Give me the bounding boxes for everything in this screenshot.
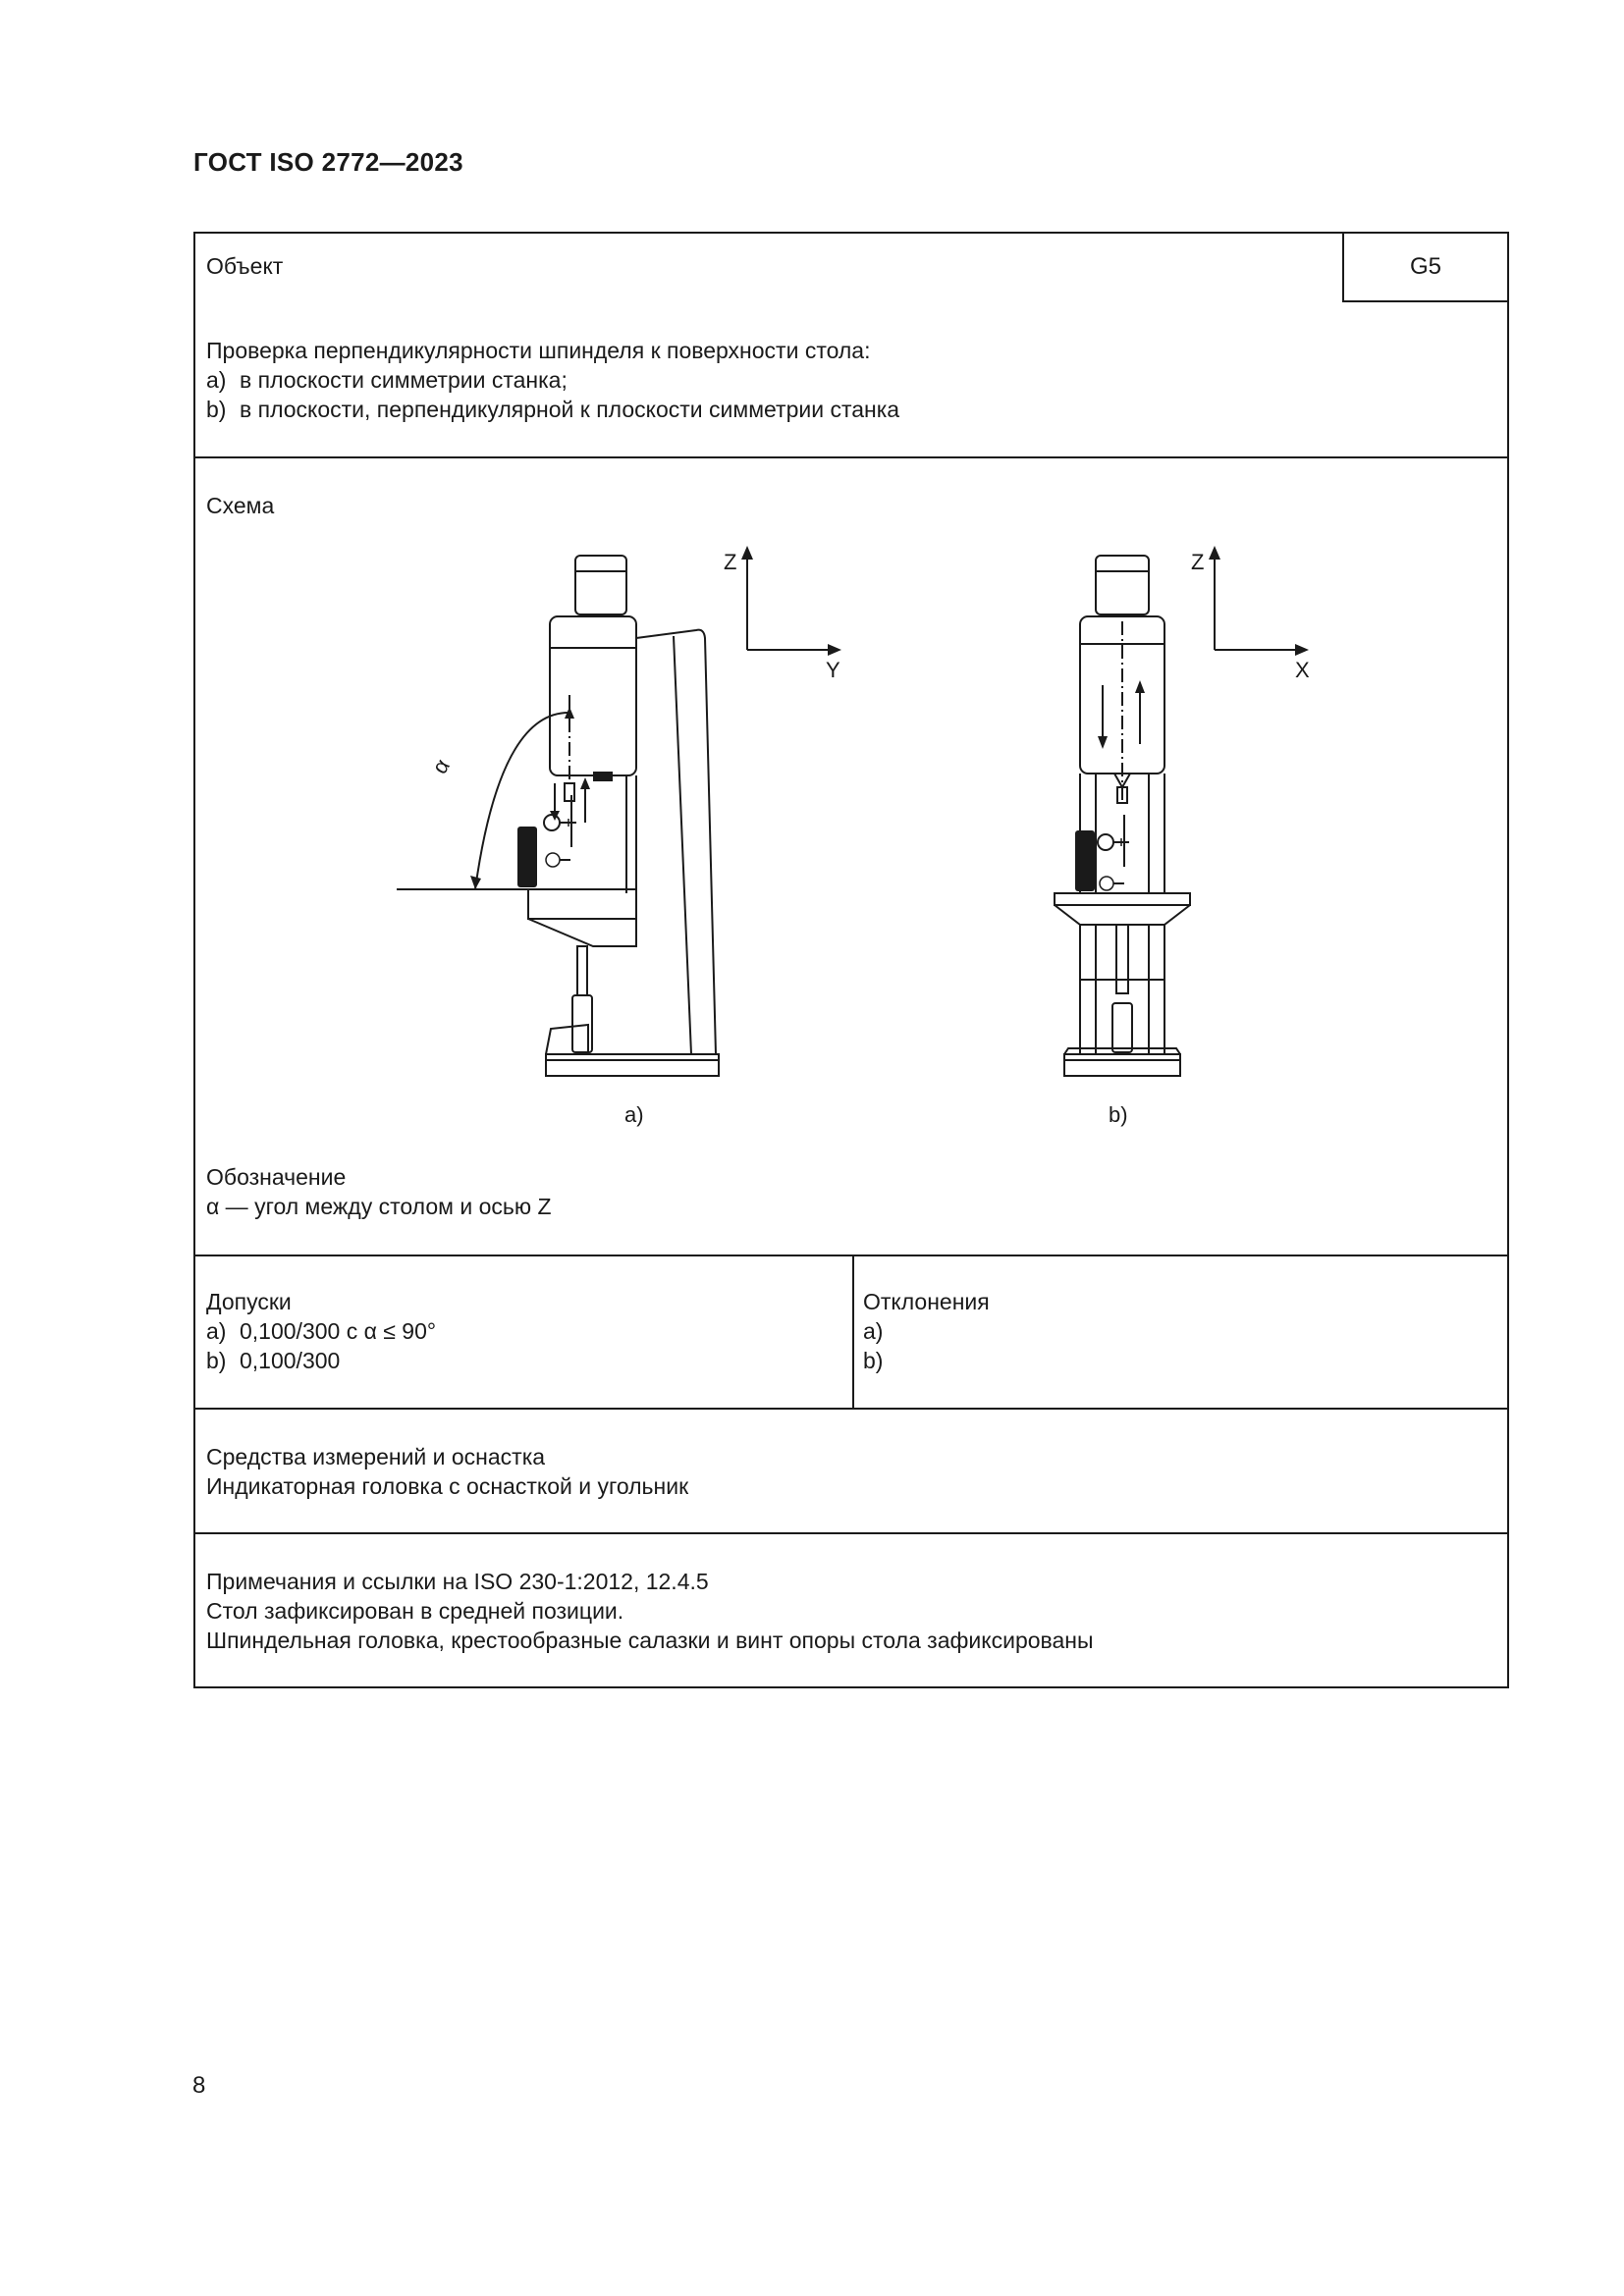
scheme-figure xyxy=(195,234,1507,1255)
deviation-item-a: a) xyxy=(863,1318,884,1344)
document-header: ГОСТ ISO 2772—2023 xyxy=(193,147,463,177)
object-label: Объект xyxy=(206,253,284,279)
instruments-label: Средства измерений и оснастка xyxy=(206,1444,546,1469)
designation-label: Обозначение xyxy=(206,1164,347,1190)
axis-label-x: X xyxy=(1295,658,1310,682)
item-marker: b) xyxy=(206,397,227,422)
divider-tolerances xyxy=(195,1408,1507,1410)
figure-b-caption: b) xyxy=(1109,1102,1128,1127)
tolerance-item-a xyxy=(206,1316,436,1346)
item-marker: a) xyxy=(206,367,227,393)
item-text: в плоскости, перпендикулярной к плоскости симметрии станка xyxy=(240,397,900,422)
item-text: 0,100/300 xyxy=(240,1348,341,1373)
notes-label: Примечания и ссылки на ISO 230-1:2012, 12.4.5 xyxy=(206,1569,709,1594)
machine-side-view xyxy=(397,556,719,1076)
item-marker: b) xyxy=(206,1348,227,1373)
deviation-item-b: b) xyxy=(863,1348,884,1373)
axis-label-z-b: Z xyxy=(1191,550,1205,574)
check-code: G5 xyxy=(1409,253,1441,280)
tolerance-item-b xyxy=(206,1346,340,1375)
tolerances-label: Допуски xyxy=(206,1289,292,1314)
object-description: Проверка перпендикулярности шпинделя к поверхности стола: xyxy=(206,338,871,363)
angle-label: α xyxy=(426,754,455,778)
instruments-text: Индикаторная головка с оснасткой и угольник xyxy=(206,1473,689,1499)
inspection-sheet xyxy=(193,232,1509,1688)
divider-scheme xyxy=(195,1255,1507,1256)
axis-label-y: Y xyxy=(826,658,840,682)
designation-text: α — угол между столом и осью Z xyxy=(206,1194,552,1219)
page-number: 8 xyxy=(192,2072,206,2099)
axes-xz xyxy=(1215,556,1299,650)
notes-line-1: Стол зафиксирован в средней позиции. xyxy=(206,1598,624,1624)
divider-vertical xyxy=(852,1255,854,1408)
deviations-label: Отклонения xyxy=(863,1289,990,1314)
machine-front-view xyxy=(1055,556,1190,1076)
item-text: в плоскости симметрии станка; xyxy=(240,367,568,393)
item-text: 0,100/300 с α ≤ 90° xyxy=(240,1318,437,1344)
notes-line-2: Шпиндельная головка, крестообразные салазки и винт опоры стола зафиксированы xyxy=(206,1628,1094,1653)
figure-a-caption: a) xyxy=(624,1102,644,1127)
scheme-label: Схема xyxy=(206,493,275,518)
item-marker: a) xyxy=(206,1318,227,1344)
divider-instruments xyxy=(195,1532,1507,1534)
axis-label-z-a: Z xyxy=(724,550,737,574)
axes-yz xyxy=(747,556,832,650)
